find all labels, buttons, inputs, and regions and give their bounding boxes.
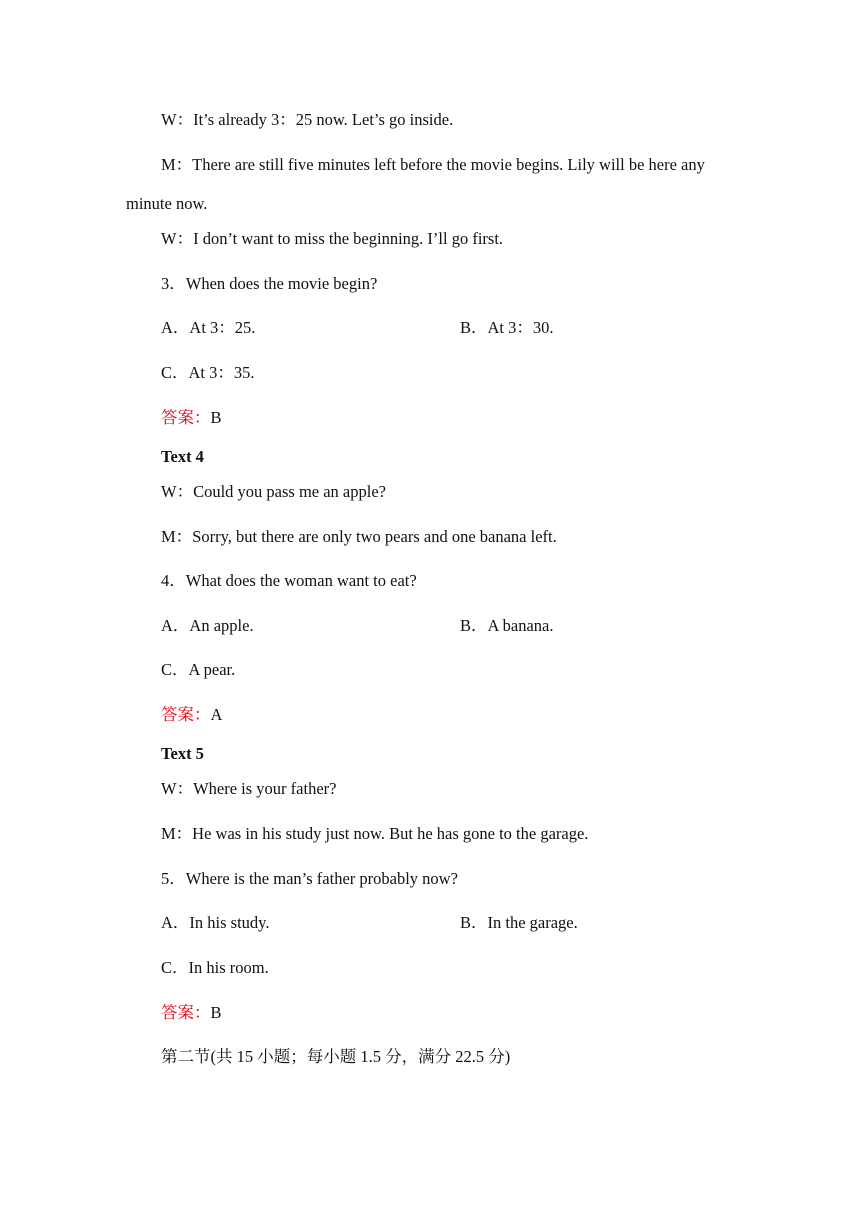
answer-5: [161, 1003, 222, 1023]
dialogue-line: M：Sorry, but there are only two pears and one banana left.: [161, 527, 557, 546]
dialogue-line: M：He was in his study just now. But he has gone to the garage.: [161, 824, 589, 843]
question-5: 5．Where is the man’s father probably now?: [161, 869, 458, 888]
option-b: B．A banana.: [460, 616, 554, 635]
dialogue-line: M：There are still five minutes left before the movie begins. Lily will be here any: [161, 155, 705, 174]
text-4-heading: Text 4: [161, 447, 204, 466]
answer-value: B: [210, 1003, 222, 1022]
answer-value: B: [210, 408, 222, 427]
dialogue-line-continuation: minute now.: [126, 194, 208, 213]
dialogue-line: W：I don’t want to miss the beginning. I’ll go first.: [161, 229, 504, 248]
answer-label: 答案：: [161, 1003, 211, 1022]
option-a: A．An apple.: [161, 616, 254, 635]
section-2-heading: 第二节(共 15 小题；每小题 1.5 分，满分 22.5 分): [161, 1047, 511, 1066]
text-5-heading: Text 5: [161, 744, 204, 763]
dialogue-line: W：It’s already 3：25 now. Let’s go inside.: [161, 110, 454, 129]
dialogue-line: W：Could you pass me an apple?: [161, 482, 386, 501]
question-3: 3．When does the movie begin?: [161, 274, 378, 293]
option-a: A．At 3：25.: [161, 318, 256, 337]
question-4: 4．What does the woman want to eat?: [161, 571, 417, 590]
answer-4: [161, 705, 222, 725]
option-b: B．In the garage.: [460, 913, 578, 932]
answer-value: A: [210, 705, 223, 724]
option-c: C．At 3：35.: [161, 363, 255, 382]
option-b: B．At 3：30.: [460, 318, 554, 337]
option-c: C．In his room.: [161, 958, 269, 977]
answer-label: 答案：: [161, 408, 211, 427]
answer-3: [161, 408, 222, 428]
option-c: C．A pear.: [161, 660, 236, 679]
option-a: A．In his study.: [161, 913, 270, 932]
answer-label: 答案：: [161, 705, 211, 724]
dialogue-line: W：Where is your father?: [161, 779, 337, 798]
